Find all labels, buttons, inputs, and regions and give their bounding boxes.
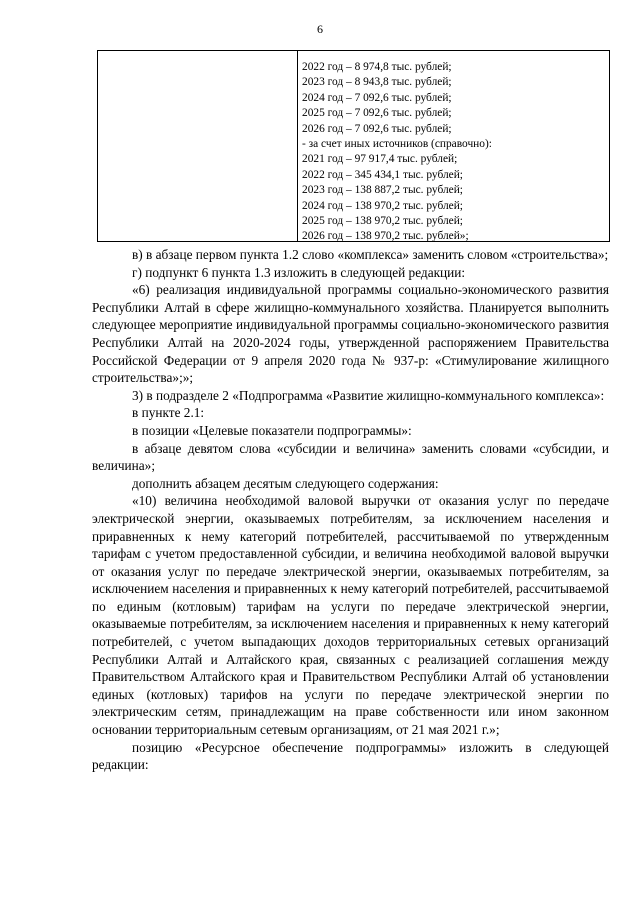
paragraph: дополнить абзацем десятым следующего содержания: xyxy=(132,475,439,491)
table-line: - за счет иных источников (справочно): xyxy=(302,138,492,151)
paragraph: г) подпункт 6 пункта 1.3 изложить в следующей редакции: xyxy=(132,264,466,280)
paragraph: в пункте 2.1: xyxy=(132,405,205,421)
table-line: 2026 год – 7 092,6 тыс. рублей; xyxy=(302,122,452,135)
table-line: 2026 год – 138 970,2 тыс. рублей»; xyxy=(302,230,469,243)
paragraph: в) в абзаце первом пункта 1.2 слово «комплекса» заменить словом «строительства»; xyxy=(132,247,609,262)
table-line: 2024 год – 7 092,6 тыс. рублей; xyxy=(302,91,452,104)
table-line: 2022 год – 345 434,1 тыс. рублей; xyxy=(302,168,463,181)
paragraph: в абзаце девятом слова «субсидии и величина» заменить словами «субсидии, и величина»; xyxy=(92,440,609,474)
table-line: 2025 год – 7 092,6 тыс. рублей; xyxy=(302,107,452,120)
table-line: 2023 год – 8 943,8 тыс. рублей; xyxy=(302,76,452,89)
document-body xyxy=(92,246,609,774)
table-line: 2023 год – 138 887,2 тыс. рублей; xyxy=(302,184,463,197)
paragraph: позицию «Ресурсное обеспечение подпрограммы» изложить в следующей редакции: xyxy=(92,739,609,773)
paragraph: в позиции «Целевые показатели подпрограммы»: xyxy=(132,422,412,438)
table-right-cell xyxy=(298,51,609,241)
page-number: 6 xyxy=(317,22,323,36)
paragraph: «6) реализация индивидуальной программы социально-экономического развития Республики Алтай в сфере жилищно-коммунального хозяйства. Планируется выполнить следующее мероприятие индивидуальной программы социально-экономического развития Республики Алтай на 2020-2024 годы, утвержденной распоряжением Правительства Российской Федерации от 9 апреля 2020 года № 937-р: «Стимулирование жилищного строительства»;»; xyxy=(92,282,609,386)
table-line: 2021 год – 97 917,4 тыс. рублей; xyxy=(302,153,458,166)
table-line: 2022 год – 8 974,8 тыс. рублей; xyxy=(302,61,452,73)
table-left-cell xyxy=(98,51,298,241)
paragraph: 3) в подразделе 2 «Подпрограмма «Развитие жилищно-коммунального комплекса»: xyxy=(132,387,605,403)
table-line: 2024 год – 138 970,2 тыс. рублей; xyxy=(302,199,463,212)
paragraph: «10) величина необходимой валовой выручки от оказания услуг по передаче электрической энергии, оказываемых потребителям, за исключением населения и приравненных к нему категорий потребителей, рассчитываемой по утвержденным тарифам с учетом предоставленной субсидии, и величина необходимой валовой выручки от оказания услуг по передаче электрической энергии, оказываемых потребителям, за исключением населения и приравненных к нему категорий потребителей, рассчитываемой по единым (котловым) тарифам на услуги по передаче электрической энергии, оказываемые потребителям, за исключением населения и приравненных к нему категорий потребителей, с учетом выпадающих доходов территориальных сетевых организаций Республики Алтай и Алтайского края, связанных с реализацией соглашения между Правительством Алтайского края и Правительством Республики Алтай об установлении единых (котловых) тарифов на услуги по передаче электрической энергии по электрическим сетям, принадлежащим на праве собственности или ином законном основании территориальным сетевым организациям, от 21 мая 2021 г.»; xyxy=(92,493,609,738)
table-line: 2025 год – 138 970,2 тыс. рублей; xyxy=(302,215,463,228)
funding-table xyxy=(97,50,610,242)
